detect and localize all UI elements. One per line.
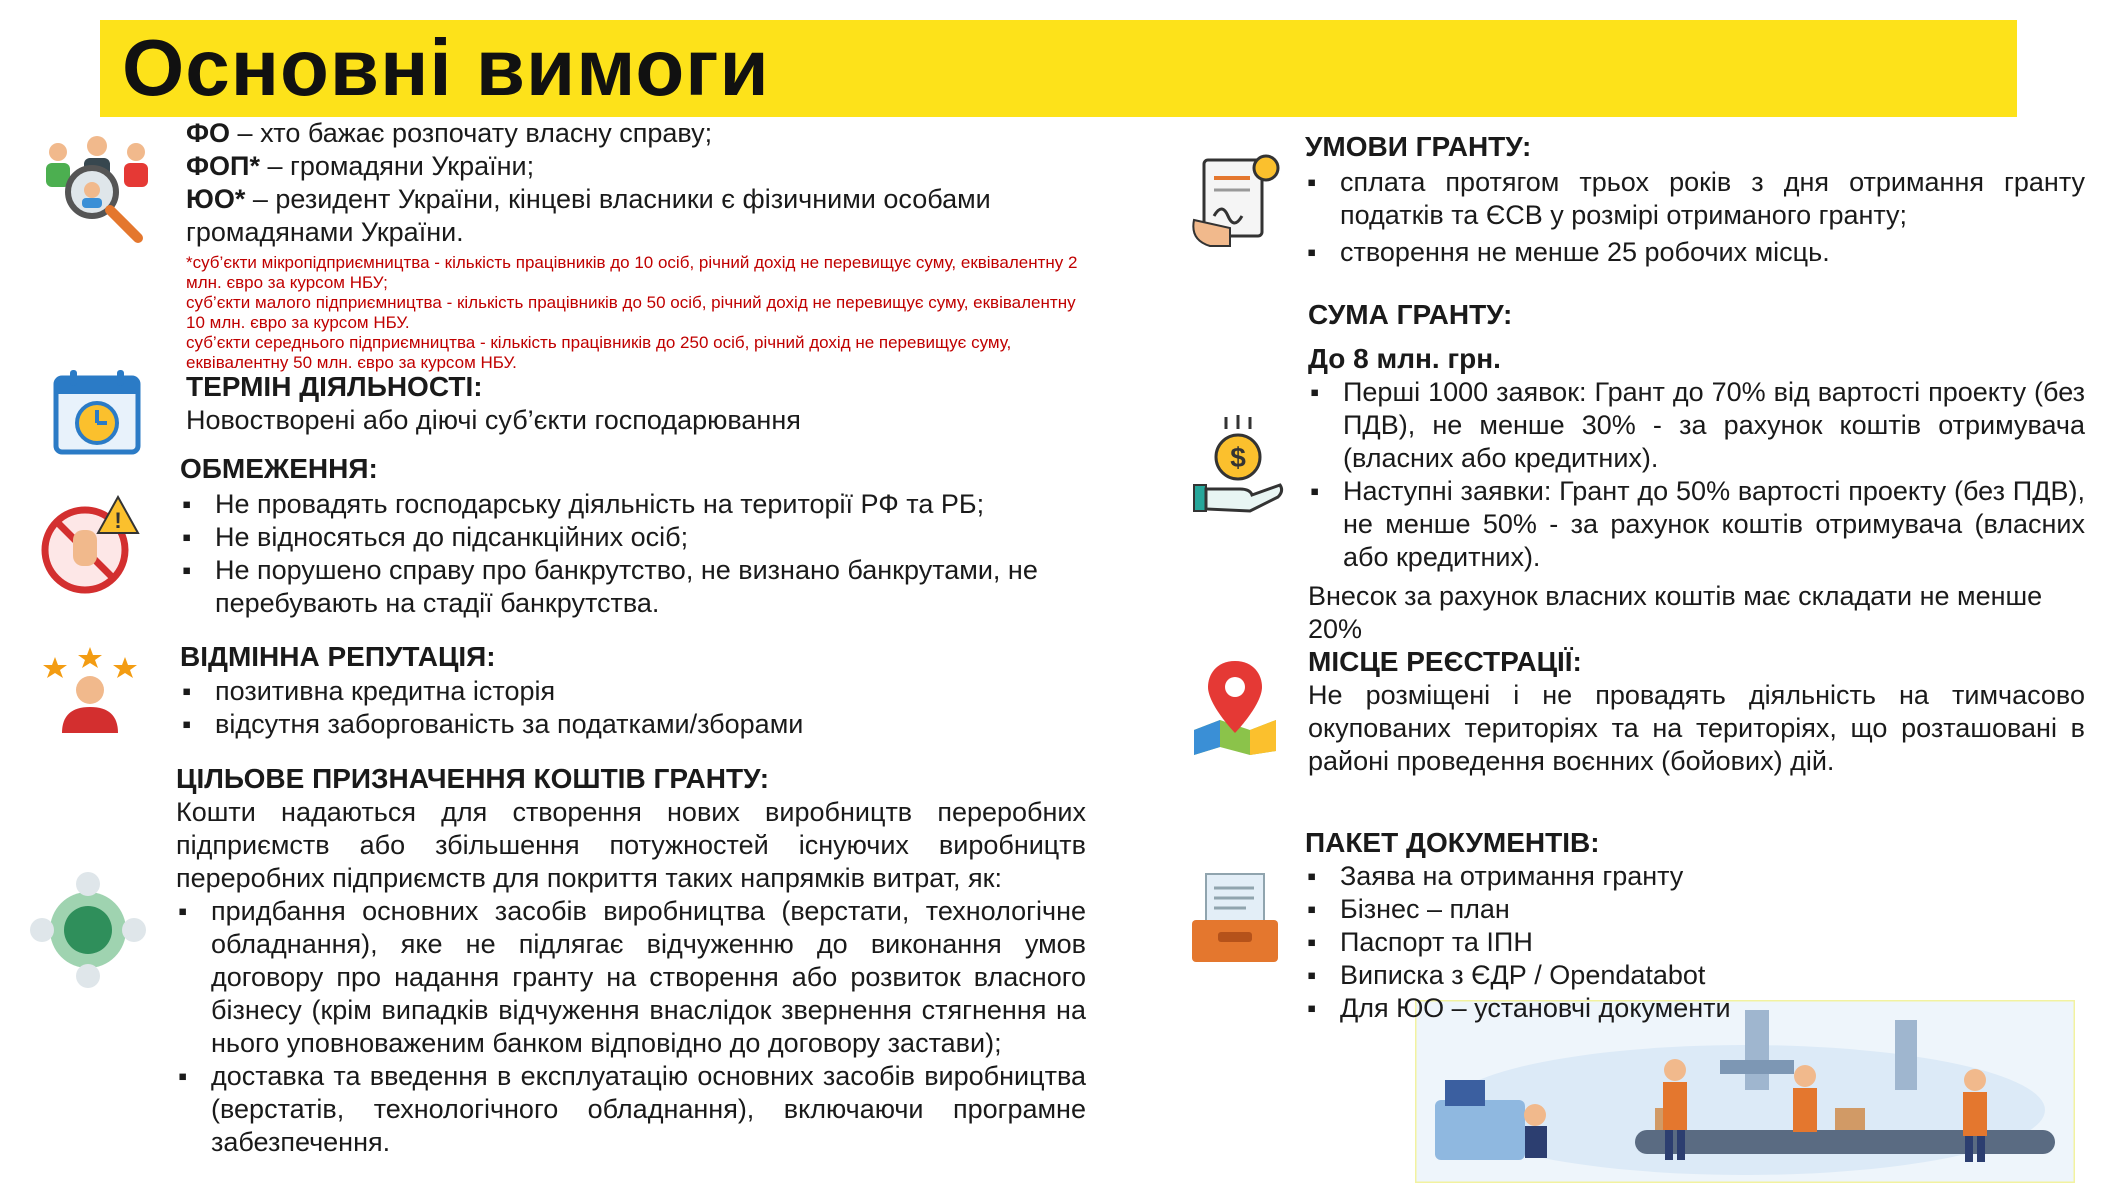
yuo-line xyxy=(186,183,1046,249)
list-item: ▪ Не провадять господарську діяльність на території РФ та РБ; xyxy=(180,488,1050,521)
size-note: суб’єкти середнього підприємництва - кількість працівників до 250 осіб, річний дохід не перевищує суму, еквівалентну 50 млн. євро за курсом НБУ. xyxy=(186,333,1012,372)
contract-gear-icon xyxy=(1190,150,1285,250)
location-pin-icon xyxy=(1190,655,1280,755)
grant-conditions-list xyxy=(1305,166,2085,269)
svg-text:!: ! xyxy=(114,508,122,533)
grant-conditions-section xyxy=(1305,130,2085,269)
documents-section xyxy=(1305,826,2065,1025)
reputation-section xyxy=(180,640,1050,741)
list-item: ▪ Для ЮО – установчі документи xyxy=(1305,992,2065,1025)
list-item: ▪ відсутня заборгованість за податками/зборами xyxy=(180,708,1050,741)
money-hand-icon xyxy=(1190,415,1285,515)
reputation-heading: ВІДМІННА РЕПУТАЦІЯ: xyxy=(180,641,496,672)
list-item: ▪ Перші 1000 заявок: Грант до 70% від вартості проекту (без ПДВ), не менше 30% - за рахунок коштів отримувача (власних або кредитних). xyxy=(1308,376,2085,475)
term-section xyxy=(186,370,1086,437)
restrictions-heading: ОБМЕЖЕННЯ: xyxy=(180,453,378,484)
size-note: суб’єкти малого підприємництва - кількість працівників до 50 осіб, річний дохід не перевищує суму, еквівалентну 10 млн. євро за курсом НБУ. xyxy=(186,293,1076,332)
calendar-clock-icon xyxy=(52,368,142,458)
grant-amount-note: Внесок за рахунок власних коштів має складати не менше 20% xyxy=(1308,581,2043,644)
list-item: ▪ Не порушено справу про банкрутство, не визнано банкрутами, не перебувають на стадії банкрутства. xyxy=(180,554,1045,620)
term-text: Новостворені або діючі суб’єкти господарювання xyxy=(186,405,801,435)
grant-amount-section xyxy=(1308,298,2085,646)
list-item: ▪ сплата протягом трьох років з дня отримання гранту податків та ЄСВ у розмірі отриманого гранту; xyxy=(1305,166,2085,232)
registration-section xyxy=(1308,645,2085,778)
restrictions-list xyxy=(180,488,1050,620)
list-item: ▪ придбання основних засобів виробництва (верстати, технологічне обладнання), яке не підлягає відчуженню до виконання умов договору про надання гранту на створення або розвиток власного бізнесу (крім випадків відчуження внаслідок звернення стягнення на нього уповноваженим банком відповідно до договору застави); xyxy=(176,895,1086,1060)
purpose-section xyxy=(176,762,1086,1159)
list-item: ▪ Паспорт та ІПН xyxy=(1305,926,2065,959)
list-item: ▪ Не відносяться до підсанкційних осіб; xyxy=(180,521,1050,554)
purpose-list xyxy=(176,895,1086,1159)
term-heading: ТЕРМІН ДІЯЛЬНОСТІ: xyxy=(186,371,483,402)
person-stars-icon xyxy=(40,645,140,735)
people-search-icon xyxy=(40,130,155,245)
list-item: ▪ позитивна кредитна історія xyxy=(180,675,1050,708)
fop-line xyxy=(186,150,1106,183)
stop-hand-warning-icon xyxy=(40,495,140,595)
list-item: ▪ доставка та введення в експлуатацію основних засобів виробництва (верстатів, технологічного обладнання), включаючи програмне забезпечення. xyxy=(176,1060,1086,1159)
grant-amount-subheading: До 8 млн. грн. xyxy=(1308,343,1501,374)
fop-label: ФОП* xyxy=(186,151,260,181)
fo-text: – хто бажає розпочату власну справу; xyxy=(230,118,713,148)
registration-heading: МІСЦЕ РЕЄСТРАЦІЇ: xyxy=(1308,646,1582,677)
list-item: ▪ Наступні заявки: Грант до 50% вартості проекту (без ПДВ), не менше 50% - за рахунок коштів отримувача (власних або кредитних). xyxy=(1308,475,2085,574)
documents-list xyxy=(1305,860,2065,1025)
document-tray-icon xyxy=(1190,870,1280,965)
svg-text:$: $ xyxy=(1230,442,1246,473)
applicants-section xyxy=(186,117,1106,373)
registration-text: Не розміщені і не провадять діяльність на тимчасово окупованих територіях та на територіях, що розташовані в районі проведення воєнних (бойових) дій. xyxy=(1308,680,2085,776)
fo-line xyxy=(186,117,1106,150)
documents-heading: ПАКЕТ ДОКУМЕНТІВ: xyxy=(1305,827,1600,858)
list-item: ▪ Бізнес – план xyxy=(1305,893,2065,926)
list-item: ▪ Виписка з ЄДР / Opendatabot xyxy=(1305,959,2065,992)
grant-conditions-heading: УМОВИ ГРАНТУ: xyxy=(1305,131,1532,162)
fo-label: ФО xyxy=(186,118,231,148)
restrictions-section xyxy=(180,452,1050,620)
list-item: ▪ створення не менше 25 робочих місць. xyxy=(1305,236,2085,269)
grant-amount-list xyxy=(1308,376,2085,574)
yuo-text: – резидент України, кінцеві власники є фізичними особами громадянами України. xyxy=(186,184,991,247)
reputation-list xyxy=(180,675,1050,741)
page-title: Основні вимоги xyxy=(122,23,770,112)
title-banner xyxy=(100,20,2017,117)
size-note: *суб’єкти мікропідприємництва - кількість працівників до 10 осіб, річний дохід не перевищує суму, еквівалентну 2 млн. євро за курсом НБУ; xyxy=(186,253,1078,292)
grant-amount-heading: СУМА ГРАНТУ: xyxy=(1308,299,1513,330)
list-item: ▪ Заява на отримання гранту xyxy=(1305,860,2065,893)
purpose-intro: Кошти надаються для створення нових виробництв переробних підприємств або збільшення потужностей існуючих виробництв переробних підприємств для покриття таких напрямків витрат, як: xyxy=(176,797,1086,893)
yuo-label: ЮО* xyxy=(186,184,246,214)
factory-workers-illustration xyxy=(1415,1000,2075,1183)
target-network-icon xyxy=(28,870,148,990)
fop-text: – громадяни України; xyxy=(259,151,535,181)
purpose-heading: ЦІЛЬОВЕ ПРИЗНАЧЕННЯ КОШТІВ ГРАНТУ: xyxy=(176,763,770,794)
